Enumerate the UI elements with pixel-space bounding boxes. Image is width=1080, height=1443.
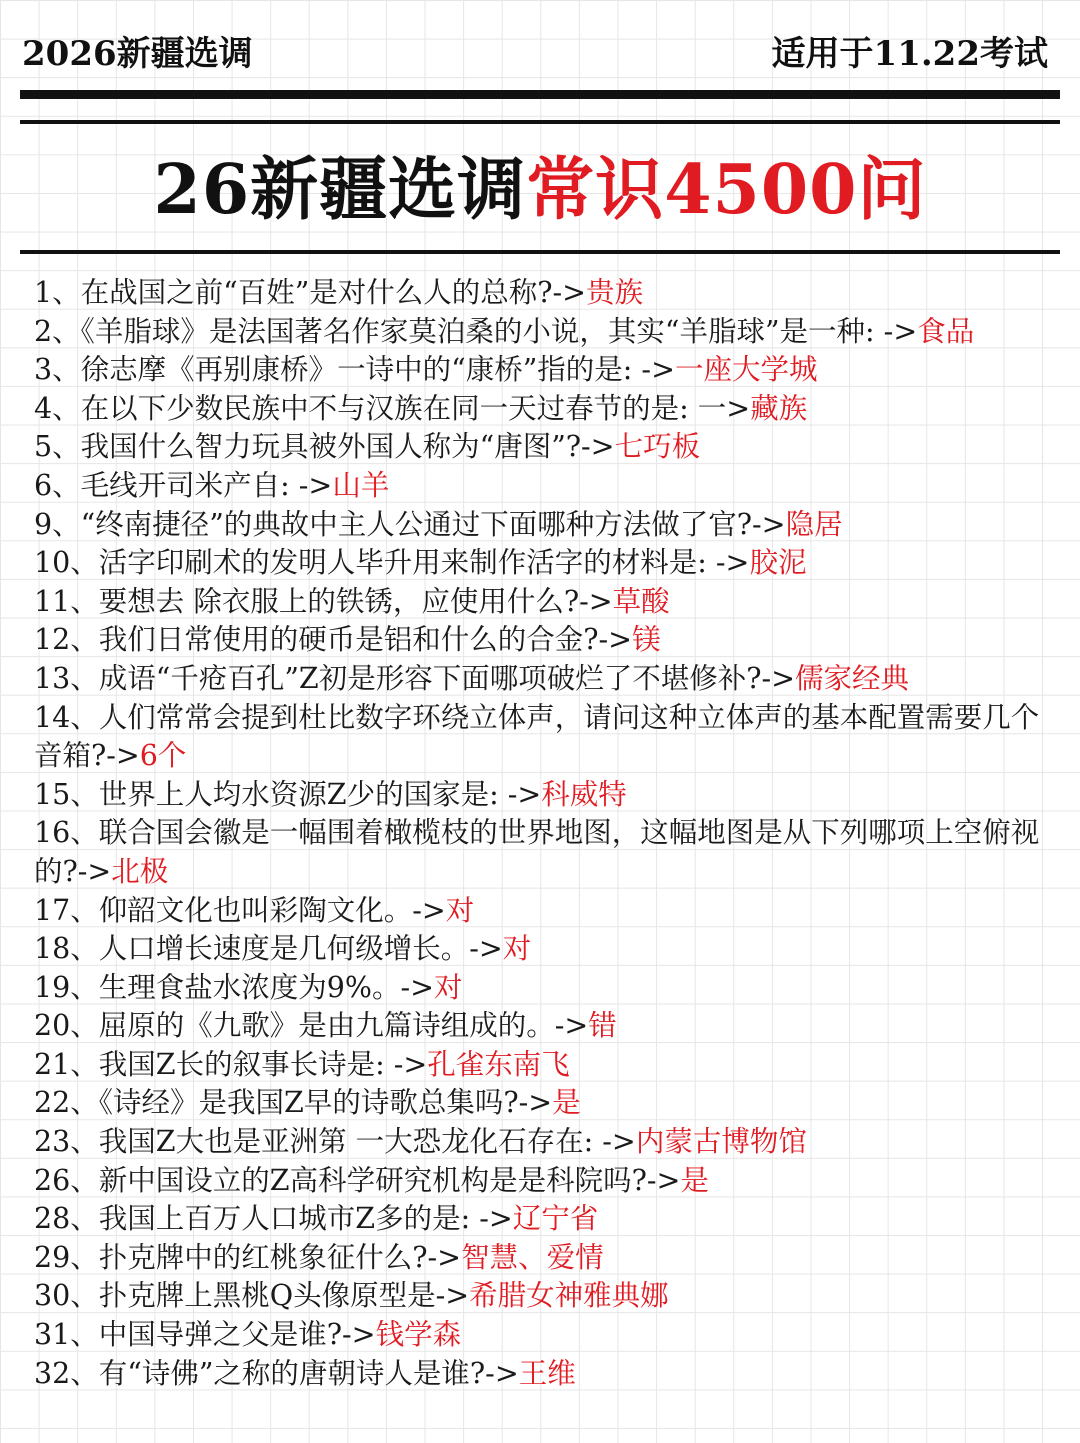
qa-item: [34, 313, 1042, 352]
answer-text: 是: [680, 1163, 709, 1197]
qa-item: [34, 1316, 1042, 1355]
qa-item: [34, 1084, 1042, 1123]
answer-text: 希腊女神雅典娜: [469, 1279, 669, 1313]
answer-text: 七巧板: [614, 430, 701, 464]
answer-text: 科威特: [541, 777, 627, 811]
qa-item: [34, 1239, 1042, 1278]
answer-text: 对: [502, 932, 532, 966]
title-red-part: 常识4500问: [526, 150, 927, 230]
question-text: 22、《诗经》是我国Z早的诗歌总集吗?->: [34, 1086, 553, 1120]
qa-item: [34, 1046, 1042, 1085]
answer-text: 智慧、爱情: [461, 1240, 604, 1274]
question-text: 21、我国Z长的叙事长诗是: ->: [34, 1047, 428, 1081]
question-text: 29、扑克牌中的红桃象征什么?->: [34, 1240, 462, 1274]
answer-text: 王维: [518, 1356, 576, 1390]
answer-text: 藏族: [750, 391, 808, 425]
question-text: 31、中国导弹之父是谁?->: [34, 1318, 376, 1352]
question-text: 1、在战国之前“百姓”是对什么人的总称?->: [34, 276, 587, 309]
qa-list: [34, 274, 1042, 1393]
question-text: 11、要想去 除衣服上的铁锈，应使用什么?->: [34, 584, 613, 618]
answer-text: 食品: [917, 314, 975, 348]
answer-text: 是: [552, 1086, 581, 1120]
answer-text: 山羊: [332, 468, 390, 502]
question-text: 20、屈原的《九歌》是由九篇诗组成的。->: [34, 1009, 589, 1043]
answer-text: 一座大学城: [674, 353, 818, 387]
question-text: 9、“终南捷径”的典故中主人公通过下面哪种方法做了官?->: [34, 507, 786, 541]
answer-text: 儒家经典: [795, 661, 910, 695]
qa-item: [34, 1200, 1042, 1239]
answer-text: 错: [588, 1009, 617, 1043]
qa-item: [34, 583, 1042, 622]
qa-item: [34, 506, 1042, 545]
qa-item: [34, 1123, 1042, 1162]
title-divider: [20, 250, 1060, 254]
answer-text: 对: [445, 893, 475, 927]
page-title: [0, 140, 1080, 240]
question-text: 32、有“诗佛”之称的唐朝诗人是谁?->: [34, 1356, 519, 1390]
qa-item: [34, 544, 1042, 583]
question-text: 26、新中国设立的Z高科学研究机构是是科院吗?->: [34, 1163, 681, 1197]
answer-text: 贵族: [586, 276, 644, 309]
header-left-label: 2026新疆选调: [22, 33, 253, 74]
question-text: 3、徐志摩《再别康桥》一诗中的“康桥”指的是: ->: [34, 353, 675, 387]
question-text: 18、人口增长速度是几何级增长。->: [34, 932, 503, 966]
qa-item: [34, 621, 1042, 660]
qa-item: [34, 1355, 1042, 1394]
question-text: 30、扑克牌上黑桃Q头像原型是->: [34, 1279, 470, 1313]
answer-text: 草酸: [612, 584, 670, 618]
qa-item: [34, 274, 1042, 313]
qa-item: [34, 467, 1042, 506]
qa-item: [34, 390, 1042, 429]
qa-item: [34, 1277, 1042, 1316]
question-text: 13、成语“千疮百孔”Z初是形容下面哪项破烂了不堪修补?->: [34, 661, 795, 695]
qa-item: [34, 699, 1042, 776]
question-text: 14、人们常常会提到杜比数字环绕立体声，请问这种立体声的基本配置需要几个音箱?->: [34, 700, 1040, 773]
answer-text: 北极: [111, 854, 169, 888]
qa-item: [34, 892, 1042, 931]
qa-item: [34, 969, 1042, 1008]
answer-text: 对: [434, 970, 463, 1004]
title-black-part: 26新疆选调: [153, 150, 527, 230]
qa-item: [34, 1007, 1042, 1046]
question-text: 19、生理食盐水浓度为9%。->: [34, 970, 434, 1004]
qa-item: [34, 660, 1042, 699]
answer-text: 镁: [632, 623, 661, 657]
answer-text: 胶泥: [749, 546, 807, 580]
question-text: 2、《羊脂球》是法国著名作家莫泊桑的小说，其实“羊脂球”是一种: ->: [34, 314, 918, 348]
divider-thin: [20, 120, 1060, 124]
answer-text: 孔雀东南飞: [427, 1047, 570, 1081]
qa-item: [34, 776, 1042, 815]
question-text: 16、联合国会徽是一幅围着橄榄枝的世界地图，这幅地图是从下列哪项上空俯视的?->: [34, 816, 1040, 888]
answer-text: 内蒙古博物馆: [635, 1125, 807, 1159]
answer-text: 辽宁省: [512, 1202, 599, 1236]
question-text: 5、我国什么智力玩具被外国人称为“唐图”?->: [34, 430, 615, 464]
answer-text: 隐居: [785, 507, 843, 541]
question-text: 17、仰韶文化也叫彩陶文化。->: [34, 893, 446, 927]
divider-thick: [20, 90, 1060, 99]
question-text: 28、我国上百万人口城市Z多的是: ->: [34, 1202, 513, 1236]
header-right-label: 适用于11.22考试: [771, 33, 1048, 74]
answer-text: 钱学森: [375, 1318, 462, 1352]
question-text: 6、毛线开司米产自: ->: [34, 468, 333, 502]
question-text: 4、在以下少数民族中不与汉族在同一天过春节的是: 一>: [34, 391, 751, 425]
qa-item: [34, 814, 1042, 891]
qa-item: [34, 930, 1042, 969]
question-text: 10、活字印刷术的发明人毕升用来制作活字的材料是: ->: [34, 546, 750, 580]
page-header: [22, 22, 1048, 78]
question-text: 15、世界上人均水资源Z少的国家是: ->: [34, 777, 542, 811]
answer-text: 6个: [139, 739, 187, 773]
qa-item: [34, 351, 1042, 390]
qa-item: [34, 428, 1042, 467]
question-text: 12、我们日常使用的硬币是铝和什么的合金?->: [34, 623, 633, 657]
qa-item: [34, 1162, 1042, 1201]
question-text: 23、我国Z大也是亚洲第 一大恐龙化石存在: ->: [34, 1125, 636, 1159]
